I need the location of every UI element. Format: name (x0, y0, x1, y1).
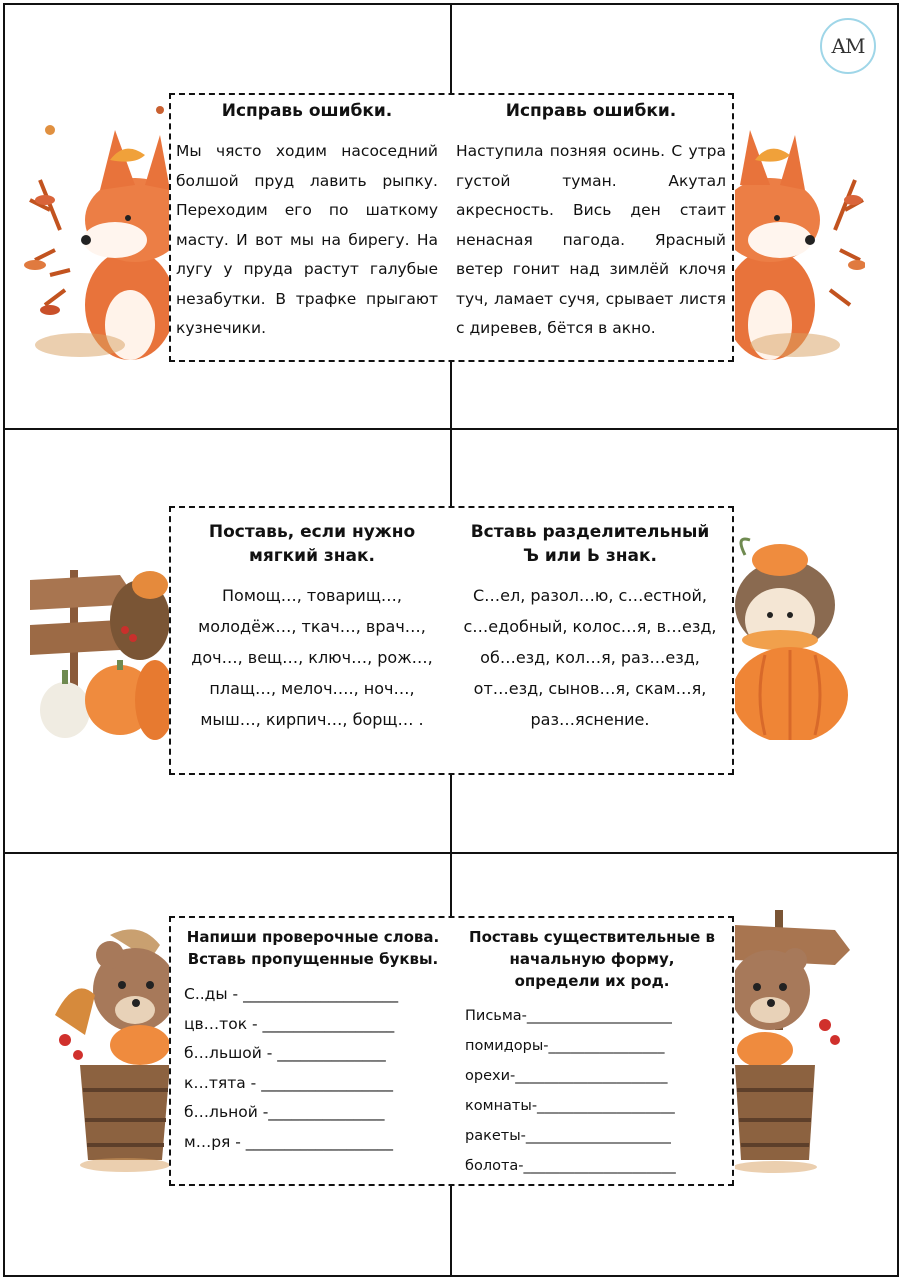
signpost-pumpkins-illustration (25, 560, 170, 740)
exercise-item: к…тята - _________________ (184, 1073, 393, 1092)
bear-basket-illustration-left (50, 915, 170, 1175)
word-line: доч…, вещ…, ключ…, рож…, (191, 648, 433, 667)
panel-title: Исправь ошибки. (221, 101, 393, 121)
word-line: от…езд, сынов…я, скам…я, (473, 679, 707, 698)
exercise-item: б…льной -_______________ (184, 1103, 385, 1121)
exercise-item: помидоры-________________ (465, 1038, 665, 1054)
panel-fix-errors-right (456, 99, 726, 344)
panel-text: Мы чясто ходим насоседний болшой пруд лавить рыпку. Переходим его по шаткому масту. И вот мы на бирегу. На лугу у пруда растут галубые незабутки. В трафке прыгают кузнечики. (176, 142, 438, 337)
word-line: об…езд, кол…я, раз…езд, (480, 648, 700, 667)
panel-title-line-2: мягкий знак. (248, 546, 376, 566)
exercise-item: болота-_____________________ (465, 1158, 676, 1174)
hedgehog-pumpkin-illustration (735, 535, 850, 740)
exercise-item: комнаты-___________________ (465, 1098, 675, 1114)
panel-title-line-1: Напиши проверочные слова. (186, 928, 440, 946)
panel-title-line-2: Ъ или Ь знак. (522, 546, 658, 566)
logo-monogram: AM (831, 34, 865, 58)
exercise-item: м…ря - ___________________ (184, 1132, 394, 1151)
panel-initial-form (458, 926, 726, 1181)
word-line: раз…яснение. (530, 710, 650, 729)
panel-fix-errors-left (176, 99, 438, 344)
exercise-list (184, 980, 446, 1157)
panel-title: Исправь ошибки. (505, 101, 677, 121)
panel-title-line-1: Поставь существительные в (469, 928, 715, 946)
grid-border-left (3, 3, 5, 1277)
word-line: плащ…, мелоч…., ноч…, (209, 679, 415, 698)
grid-border-right (897, 3, 899, 1277)
exercise-item: С..ды - ____________________ (184, 985, 399, 1003)
exercise-item: ракеты-____________________ (465, 1128, 671, 1144)
panel-title-line-2: начальную форму, (509, 950, 675, 968)
panel-title-line-2: Вставь пропущенные буквы. (187, 950, 439, 968)
panel-title-line-1: Поставь, если нужно (208, 522, 416, 542)
panel-separating-sign (452, 520, 728, 735)
word-line: Помощ…, товарищ…, (222, 586, 402, 605)
word-line: молодёж…, ткач…, врач…, (198, 617, 426, 636)
panel-soft-sign (176, 520, 448, 735)
word-line: с…едобный, колос…я, в…езд, (463, 617, 717, 636)
panel-text: Наступила позняя осинь. С утра густой туман. Акутал акресность. Вись ден стаит ненасная пагода. Ярасный ветер гонит над зимлёй клочя туч, ламает сучя, срывает листя с диревев, бётся в акно. (456, 142, 726, 337)
author-logo (820, 18, 876, 74)
grid-divider-horizontal-1 (3, 428, 899, 430)
exercise-item: цв…ток - _________________ (184, 1014, 395, 1033)
fox-illustration-right (735, 90, 865, 365)
exercise-item: б…льшой - ______________ (184, 1044, 386, 1062)
fox-illustration-left (20, 90, 170, 365)
panel-title-line-3: определи их род. (514, 972, 670, 990)
exercise-item: орехи-_____________________ (465, 1068, 668, 1084)
panel-title-line-1: Вставь разделительный (470, 522, 710, 542)
exercise-item: Письма-____________________ (465, 1008, 672, 1024)
word-line: С…ел, разол…ю, с…естной, (472, 586, 708, 605)
word-list (176, 580, 448, 735)
exercise-list (465, 1001, 726, 1181)
word-list (452, 580, 728, 735)
grid-divider-horizontal-2 (3, 852, 899, 854)
word-line: мыш…, кирпич…, борщ… . (200, 710, 424, 729)
bear-basket-illustration-right (735, 905, 855, 1175)
panel-check-words (180, 926, 446, 1157)
